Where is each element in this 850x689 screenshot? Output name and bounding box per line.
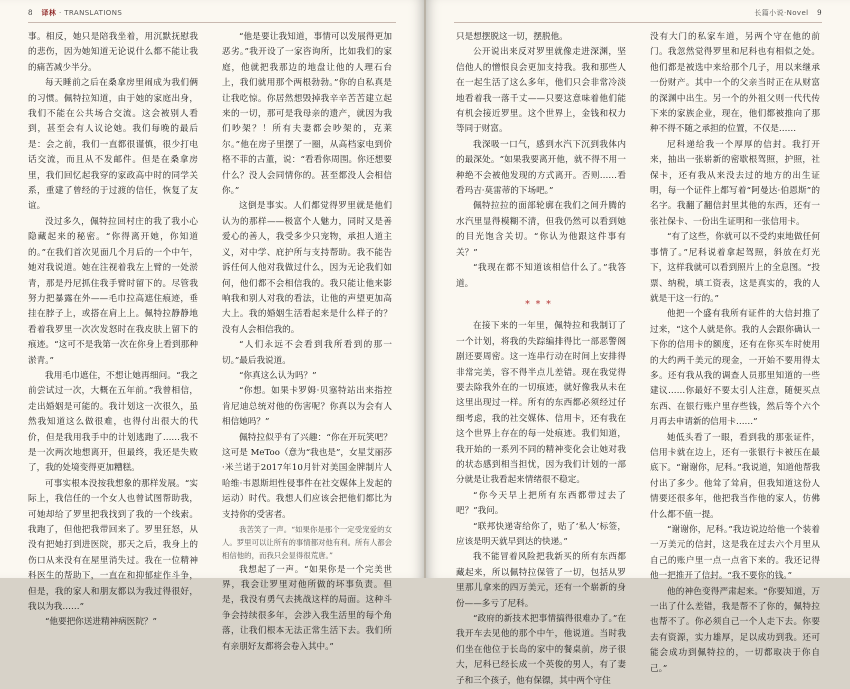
right-page-number: 9 — [817, 9, 822, 17]
paragraph: 这倒是事实。人们都觉得罗里就是他们认为的那样——极富个人魅力，同时又是善爱心的善人，我受多少只宠物，承担人道主义，对中学、庇护所与支持帮助。我不能告诉任何人他对我做过什么，因为无论我们如何，他们都不会相信我的。我只能让他来影响我和别人对我的看法，让他的声望更加高大上。我的婚姻生活看起来是什么样子的？没有人会相信我的。 — [222, 201, 392, 335]
right-column-1 — [456, 30, 626, 686]
right-section-title: 长篇小说·Novel — [754, 9, 809, 17]
paragraph: 没有大门的私家车道，另两个守在他的前门。我忽然觉得罗里和尼科也有相似之处。他们都是被选中来给那个几子，用以来继承一份财产。其中一个的父亲当时正在从财富的深渊中出生。另一个的外祖父则一代代传下来的家族企业，现在，他们都被推向了那种不得不随之承担的位置，不仅是…… — [650, 32, 820, 135]
paragraph: 尼科递给我一个厚厚的信封。我打开来，抽出一张崭新的密歇根驾照，护照，社保卡，还有我从来没去过的地方的出生证明，每一个证件上都写着“阿曼达·伯恩斯”的名字。我翻了翻信封里其他的东西，还有一张社保卡、一份出生证明和一张信用卡。 — [650, 139, 820, 227]
right-header-rule — [454, 22, 822, 23]
paragraph: “他是要让我知道，事情可以发展得更加恶劣。”我开设了一家咨询所，比如我们的家庭，他就把我那边的地盘让他的人理石台上，我们就用那个两根勃勃。”你的自私真是让我吃惊。你居然想毁掉我辛辛苦苦建立起来的一切，那可是我母亲的遗产，就因为我们吵架？！所有夫妻都会吵架的，克莱尔。”他在房子里摆了一圈，从高档家电到价格不菲的古董，说：“看看你周围。你还想要什么？没人会同情你的。甚至都没人会相信你。” — [222, 32, 392, 197]
paragraph: “你真这么认为吗？” — [239, 370, 317, 381]
right-page — [426, 0, 850, 686]
paragraph: 佩特拉似乎有了兴趣：“你在开玩笑吧？这可是 MeToo（意为“我也是”，女星艾丽莎·米兰诺于2017年10月针对美国金牌制片人哈维·韦恩斯坦性侵事件在社交媒体上发起的运动）时代。我想人们应该会把他们都比为支持你的受害者。 — [222, 432, 392, 520]
paragraph: “我现在都不知道该相信什么了。”我答道。 — [456, 263, 626, 289]
left-column-1 — [28, 30, 198, 628]
paragraph: 我不能冒着风险把我新买的所有东西都藏起来，所以佩特拉保管了一切，包括从罗里那儿拿来的四万美元，还有一个崭新的身份——多亏了尼科。 — [456, 552, 626, 609]
paragraph: 我苦笑了一声。“如果你是那个一定受宠爱的女人。罗里可以让所有的事情都对他有利。所有人都会相信他的，而我只会显得很荒唐。” — [222, 525, 392, 561]
left-column-2 — [222, 30, 392, 652]
paragraph: 我深吸一口气，感到水汽下沉到我体内的最深处。“如果我要离开他，就不得不用一种绝不会被他发现的方式离开。否则……看看玛吉·莫雷蒂的下场吧。” — [456, 139, 626, 197]
paragraph: 在接下来的一年里，佩特拉和我制订了一个计划，将我的失踪编排得比一部恶警阁剧还要周密。这一连串行动在时间上安排得非常完美，容不得半点儿差错。现在我觉得要去除我外在的一切痕迹，就好像我从未在这里出现过一样。所有的东西都必须经过仔细考虑，我的社交媒体、信用卡，还有我在这个世界上存在的每一处痕迹。我们知道，我开始的一系列不同的精神变化会让她对我的状态感到相当担忧，因为我们计划的一部分就是让我看起来情绪很不稳定。 — [456, 321, 626, 486]
paragraph: 公开说出来反对罗里就像走进深渊，坚信他人的憎恨良会更加支持我。我和那些人在一起生活了这么多年，他们只会非常冷淡地看着我一落千丈——只要这意味着他们能有机会接近罗里。这个世界上，金钱和权力等同于财富。 — [456, 47, 626, 135]
paragraph: “联邦快递寄给你了，贴了‘私人’标签，应该是明天就早到达的快递。” — [456, 521, 626, 547]
paragraph: 没过多久，佩特拉回村庄的我了我小心隐藏起来的秘密。“你得离开她，你知道的。”在我们首次见面几个月后的一个中午，她对我说道。她在注视着我左上臂的一处淤青，那是丹尼抓住我手臂时留下的。尽管我努力把暴露在外——毛巾拉高遮住痕迹，垂挂在脖子上，或搭在肩上上。佩特拉静静地看着我罗里一次次发怒时在我皮肤上留下的痕迹。“这可不是我第一次在你身上看到那种淤青。” — [28, 216, 198, 366]
left-running-header: 8 译林 · TRANSLATIONS — [28, 9, 123, 17]
paragraph: 只是想摆脱这一切，摆脱他。 — [456, 32, 568, 42]
right-column-2 — [650, 30, 820, 674]
paragraph: “人们永远不会看到我所看到的那一切。”最后我说道。 — [222, 340, 392, 366]
left-section-subtitle: TRANSLATIONS — [64, 9, 123, 17]
paragraph: “你今天早上把所有东西都带过去了吧？”我问。 — [456, 490, 626, 517]
paragraph: “政府的新技术把事情搞得很难办了。”在我开车去见他的那个中午，他说道。当时我们坐在他位于长岛的家中的餐桌前，房子很大，尼科已经长成一个英俊的男人，有了妻子和三个孩子，他有保镖，其中两个守住 — [456, 614, 626, 686]
left-page-number: 8 — [28, 9, 33, 17]
left-section-title: 译林 — [41, 9, 57, 17]
paragraph: 每天睡前之后在桑拿房里闹成为我们俩的习惯。佩特拉知道，由于她的家庭出身，我们不能在公共场合交流。这会被别人看到，甚至会有人议论她。我们每晚的最后是：会之前，我们一直都很谨慎，很少打电话交流，而且从不发邮件。但是在桑拿房里，我们回忆起我穿的家政高中时的同学关系，重建了曾经的于过渡的信任，恢复了友谊。 — [28, 78, 198, 212]
section-break: *** — [525, 299, 557, 310]
paragraph: 可事实根本没按我想象的那样发展。“实际上，我信任的一个女人也曾试图帮助我，可她却给了罗里把我找到了我的一个线索。我跑了，但他把我带回来了。罗里狂怒，从没有把她打到进医院，那天之后，我身上的伤口从来没有在屋里消失过。我在一位精神科医生的帮助下，一直在和抑郁症作斗争，但是，我的家人和朋友都以为我过得很好，我以为我……” — [28, 478, 198, 613]
paragraph: 他把一个盛有我所有证件的大信封推了过来，“这个人就是你。我的人会跟你确认一下你的信用卡的额度，还有在你买车时使用的大约两千美元的现金，一开始不要用得太多。还有我从我的调查人员那里知道的一些建议……你最好不要太引人注意，随便买点东西、在银行账户里存些钱，然后等个六个月再去申请新的信用卡……” — [650, 309, 820, 428]
paragraph: 她低头看了一眼，看到我的那张证件，信用卡就在边上，还有一张银行卡被压在最底下。“谢谢你，尼科。”我说道，知道他帮我付出了多少。他耸了耸肩，但我知道这份人情要还很多年，他把我当作他的家人，仿佛什么都不值一提。 — [650, 432, 820, 520]
paragraph: “他要把你送进精神病医院？” — [45, 617, 157, 628]
left-header-rule — [28, 22, 396, 23]
paragraph: “你想。如果卡罗姆·贝塞特站出来指控肯尼迪总统对他的伤害呢？你真以为会有人相信她吗？” — [222, 386, 392, 428]
right-running-header — [452, 8, 822, 22]
paragraph: “有了这些，你就可以不受约束地做任何事情了。”尼科说着拿起驾照，斜放在灯光下，这样我就可以看到照片上的全息图。“投票、纳税，填工资表，这是真实的，我的人就是干这一行的。” — [650, 232, 820, 304]
paragraph: 他的神色变得严肃起来。“你要知道，万一出了什么差错，我是帮不了你的，佩特拉也帮不了。你必须自己一个人走下去。你要去有资源，实力雄厚，足以成功到我。还可能会成功到佩特拉的，一切都取决于你自己。” — [650, 586, 820, 674]
paragraph: 我用毛巾遮住，不想让她再细问。“我之前尝试过一次，大概在五年前。”我曾相信，走出婚姻是可能的。我计划这一次很久，虽然我知道这么做很难，也得付出很大的代价，但是我用我手中的计划逃跑了……我不是一次两次地想离开，但最终，我还是失败了，我的处境变得更加糟糕。 — [28, 370, 198, 474]
paragraph: 事。相反，她只是陪我坐着，用沉默抚慰我的悲伤，因为她知道无论说什么都不能让我的痛苦减少半分。 — [28, 32, 198, 73]
left-page — [0, 0, 424, 652]
paragraph: 我想起了一声。“如果你是一个完美世界，我会让罗里对他所做的坏事负责。但是，我没有勇气去挑战这样的局面。这种斗争会持续很多年，会涉入我生活里的每个角落，让我们根本无法正常生活下去。我们所有亲朋好友都将会卷入其中。” — [222, 564, 392, 652]
paragraph: 佩特拉拉的面部轮廓在我们之间升腾的水汽里显得模糊不清，但我仍然可以看到她的目光饱含关切。“你认为他跟这件事有关？” — [456, 201, 626, 258]
paragraph: “谢谢你，尼科。”我边说边给他一个装着一万美元的信封，这是我在过去六个月里从自己的账户里一点一点省下来的。我还记得他一把推开了信封。“我不要你的钱。” — [650, 525, 820, 582]
